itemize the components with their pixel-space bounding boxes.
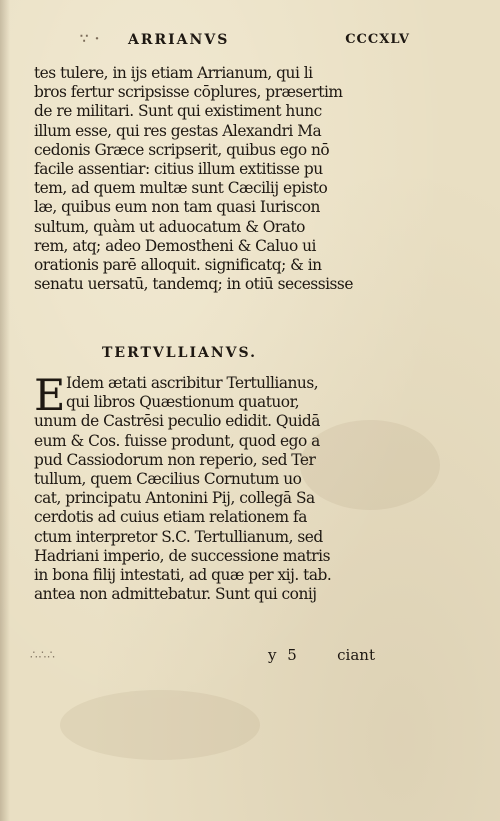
text-line: tem, ad quem multæ sunt Cæcilij episto: [34, 179, 328, 198]
folio-number: CCCXLV: [345, 32, 410, 47]
text-line: in bona filij intestati, ad quæ per xij. tab.: [34, 565, 332, 584]
running-head: [80, 30, 410, 52]
text-line: sultum, quàm ut aduocatum & Orato: [34, 217, 305, 236]
paper-stain: [60, 690, 260, 760]
text-line: cedonis Græce scripserit, quibus ego nō: [34, 140, 330, 159]
text-line: tes tulere, in ijs etiam Arrianum, qui li: [34, 64, 313, 82]
text-line: illum esse, qui res gestas Alexandri Ma: [34, 121, 322, 140]
paragraph-arrianus: [34, 64, 379, 294]
text-line: cerdotis ad cuius etiam relationem fa: [34, 508, 307, 527]
text-line: Idem ætati ascribitur Tertullianus,: [66, 374, 319, 392]
section-heading: TERTVLLIANVS.: [102, 345, 258, 361]
drop-cap-letter: E: [34, 371, 66, 421]
page-gutter-shadow: [0, 0, 10, 821]
text-line: antea non admittebatur. Sunt qui conij: [34, 585, 317, 604]
text-line: orationis parē alloquit. significatq; & in: [34, 255, 322, 274]
text-line: facile assentiar: citius illum extitisse pu: [34, 159, 323, 178]
signature-mark: y 5: [268, 646, 300, 664]
text-line: ctum interpretor S.C. Tertullianum, sed: [34, 527, 323, 546]
catchword: ciant: [337, 646, 375, 664]
ink-smudge: ∴∴∴: [30, 648, 56, 662]
text-line: senatu uersatū, tandemq; in otiū secessisse: [34, 275, 353, 294]
paragraph-tertullianus: [34, 371, 379, 604]
text-line: læ, quibus eum non tam quasi Iuriscon: [34, 198, 320, 217]
text-line: eum & Cos. fuisse produnt, quod ego a: [34, 431, 320, 450]
running-head-marks: ∵ ·: [80, 32, 101, 47]
text-line: Hadriani imperio, de successione matris: [34, 546, 330, 565]
text-line: unum de Castrēsi peculio edidit. Quidā: [34, 412, 320, 431]
page-footer: [30, 646, 375, 666]
text-line: tullum, quem Cæcilius Cornutum uo: [34, 469, 302, 488]
text-line: cat, principatu Antonini Pij, collegā Sa: [34, 489, 315, 508]
text-line: qui libros Quæstionum quatuor,: [66, 393, 300, 412]
text-line: rem, atq; adeo Demostheni & Caluo ui: [34, 236, 316, 255]
text-line: pud Cassiodorum non reperio, sed Ter: [34, 450, 316, 469]
running-head-title: ARRIANVS: [128, 32, 230, 48]
text-line: de re militari. Sunt qui existiment hunc: [34, 102, 322, 121]
text-line: bros fertur scripsisse cōplures, præsertim: [34, 83, 343, 102]
